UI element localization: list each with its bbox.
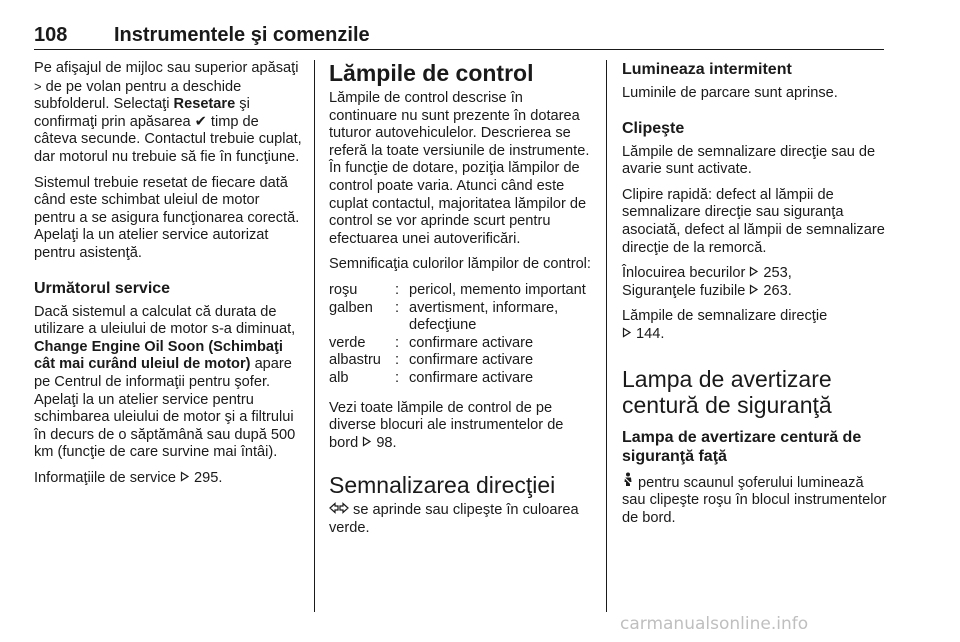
heading-blink: Clipeşte (622, 119, 685, 137)
page-title: Instrumentele şi comenzile (114, 24, 370, 46)
table-row: galben : avertisment, informare, defecţiune (329, 299, 559, 334)
heading-seatbelt: Lampa de avertizare centură de siguranţă (622, 365, 832, 418)
paragraph-seatbelt: pentru scaunul şoferului luminează sau clipeşte roşu în blocul instrumentelor de bord. (622, 472, 890, 528)
paragraph-turn-signal: se aprinde sau clipeşte în culoarea verde. (329, 502, 579, 536)
page-ref-icon (749, 283, 759, 299)
page-ref-icon (362, 435, 372, 451)
column-1 (34, 60, 302, 495)
heading-control-lamps: Lămpile de control (329, 60, 534, 86)
page-number: 108 (34, 24, 68, 46)
paragraph-turn-ref: Lămpile de semnalizare direcţie 144. (622, 308, 828, 342)
heading-lit: Lumineaza intermitent (622, 61, 792, 78)
turn-signal-icon (329, 502, 349, 520)
page-ref-icon (622, 326, 632, 342)
table-row: albastru : confirmare activare (329, 352, 534, 369)
paragraph-reset: Pe afişajul de mijloc sau superior apăsaţi > de pe volan pentru a deschide subfolderul. Selectaţi Resetare şi confirmaţi prin apăsarea ✔ timp de câteva secunde. Contactul trebuie cuplat, dar motorul nu trebuie să fie în funcţiune. (34, 60, 302, 165)
paragraph-reset-info: Sistemul trebuie resetat de fiecare dată când este schimbat uleiul de motor pentru a se asigura funcţionarea corectă. Apelaţi la un atelier service autorizat pentru asistenţă. (34, 174, 300, 261)
chevron-right-icon: > (34, 78, 42, 94)
column-divider-1 (314, 60, 315, 612)
paragraph-control-intro: Lămpile de control descrise în continuare nu sunt prezente în dotarea tuturor autovehiculelor. Descrierea se referă la toate versiunile de instrumente. În funcţie de dotare, poziţia lămpilor de control poate varia. Atunci când este cuplat contactul, majoritatea lămpilor de control se vor aprinde scurt pentru efectuarea unei autoverificări. (329, 90, 590, 247)
table-row: alb : confirmare activare (329, 369, 534, 386)
paragraph-service-ref: Informaţiile de service 295. (34, 469, 223, 486)
seatbelt-icon (622, 472, 634, 493)
paragraph-color-meaning: Semnificaţia culorilor lămpilor de control: (329, 256, 591, 273)
oil-message: Change Engine Oil Soon (Schimbaţi cât mai curând uleiul de motor) (34, 338, 283, 373)
page-ref-icon (749, 265, 759, 281)
watermark: carmanualsonline.info (620, 614, 809, 634)
column-divider-2 (606, 60, 607, 612)
page-header (34, 20, 884, 50)
column-2 (329, 60, 594, 545)
paragraph-see-all: Vezi toate lămpile de control de pe diverse blocuri ale instrumentelor de bord 98. (329, 399, 564, 451)
heading-seatbelt-front: Lampa de avertizare centură de siguranţă faţă (622, 428, 862, 465)
header-divider (34, 49, 884, 50)
checkmark-icon: ✔ (194, 113, 207, 130)
paragraph-refs: Înlocuirea becurilor 253, Siguranţele fuzibile 263. (622, 265, 792, 299)
table-row: verde : confirmare activare (329, 334, 534, 351)
paragraph-fast-blink: Clipire rapidă: defect al lămpii de semnalizare direcţie sau siguranţa asociată, defect al lămpii de semnalizare direcţie de la remorcă. (622, 186, 885, 256)
column-3 (622, 60, 890, 535)
heading-turn-signal: Semnalizarea direcţiei (329, 472, 556, 499)
color-table (329, 282, 589, 388)
paragraph-blink: Lămpile de semnalizare direcţie sau de avarie sunt activate. (622, 143, 876, 178)
page-ref-icon (180, 470, 190, 486)
table-row: roşu : pericol, memento important (329, 281, 586, 298)
paragraph-next-service: Dacă sistemul a calculat că durata de utilizare a uleiului de motor s-a diminuat, Change Engine Oil Soon (Schimbaţi cât mai curând uleiul de motor) apare pe Centrul de informaţii pentru şofer. Apelaţi la un atelier service pentru schimbarea uleiului de motor şi a filtrului în decurs de o săptămână sau după 500 km (funcţie de care survine mai întâi). (34, 303, 296, 461)
heading-next-service: Următorul service (34, 279, 171, 297)
paragraph-parking-lights: Luminile de parcare sunt aprinse. (622, 85, 838, 101)
reset-label: Resetare (173, 96, 236, 113)
